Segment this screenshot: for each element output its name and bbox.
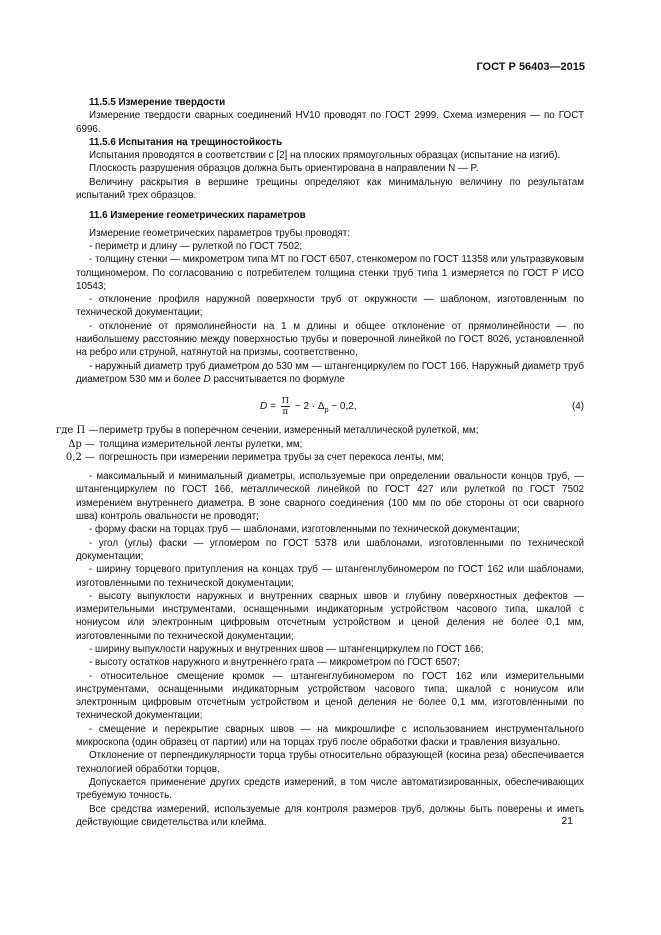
document-header: ГОСТ Р 56403—2015 [476,61,585,73]
formula-numerator: П [281,396,290,407]
formula-tail: − 0,2, [328,401,357,413]
paragraph: Плоскость разрушения образцов должна быть ориентирована в направлении N — P. [89,163,479,175]
list-item: - угол (углы) фаски — угломером по ГОСТ 5378 или шаблонами, изготовленными по технической документации; [76,537,584,562]
paragraph: Допускается применение других средств измерений, в том числе автоматизированных, обеспечивающих требуемую точность. [76,776,584,802]
formula-fraction [281,396,290,417]
formula-expression [260,396,357,417]
definition-row [68,438,584,451]
definition-text: периметр трубы в поперечном сечении, измеренный металлической рулеткой, мм; [99,425,479,437]
page-number: 21 [561,815,573,827]
document-body [56,96,584,829]
formula-lhs: D = [260,401,276,413]
paragraph: Испытания проводятся в соответствии с [2] на плоских прямоугольных образцах (испытание на изгиб). [89,150,561,162]
paragraph: Величину раскрытия в вершине трещины определяют как минимальную величину по результатам испытаний трех образцов. [76,176,584,202]
diameter-text-pre: - наружный диаметр труб диаметром до 530 мм — штангенциркулем по ГОСТ 166. Наружный диаметр труб диаметром 530 мм и более [76,360,584,385]
paragraph: Измерение геометрических параметров трубы проводят: [89,227,351,239]
formula-subscript: р [324,407,329,415]
section-heading-11-5-6: 11.5.6 Испытания на трещиностойкость [89,136,283,148]
section-heading-11-6: 11.6 Измерение геометрических параметров [89,210,306,222]
definition-symbol: 0,2 — [65,451,95,463]
list-item: - отклонение от прямолинейности на 1 м длины и общее отклонение от прямолинейности — по наибольшему расстоянию между поверхностью трубы и поверочной линейкой по ГОСТ 8026, установленной на ребро или струной, натянутой на призмы, соответственно, [76,320,584,359]
paragraph: Измерение твердости сварных соединений HV10 проводят по ГОСТ 2999. Схема измерения — по ГОСТ 6996. [76,110,584,135]
definition-row [56,424,584,437]
formula-rest: − 2 · Δ [294,401,325,413]
definition-text: толщина измерительной ленты рулетки, мм; [99,438,303,450]
formula-number: (4) [571,401,584,413]
list-item-diameter [76,360,584,387]
formula-denominator: π [282,407,289,418]
list-item: - относительное смещение кромок — штангенглубиномером по ГОСТ 162 или измерительными инструментами, оснащенными индикаторным устройством часового типа, шкалой с нониусом или электронным цифровым отсчетным устройством и ценой деления не более 0,1 мм, изготовленными по технической документации; [76,670,584,722]
formula-4 [76,390,584,420]
section-heading-11-5-5: 11.5.5 Измерение твердости [89,97,226,108]
list-item: - смещение и перекрытие сварных швов — на микрошлифе с использованием инструментального микроскопа (один образец от партии) или на торцах труб после обработки фаски и травления визуально. [76,723,584,749]
list-item: - высоту остатков наружного и внутреннего грата — микрометром по ГОСТ 6507; [89,657,460,669]
list-item: - отклонение профиля наружной поверхности труб от окружности — шаблоном, изготовленным по технической документации; [76,294,584,319]
diameter-text-post: рассчитывается по формуле [210,373,345,385]
definition-symbol: где П — [56,425,99,437]
formula-definitions [56,424,584,464]
list-item: - ширину торцевого притупления на концах труб — штангенглубиномером по ГОСТ 162 или шаблонами, изготовленными по технической документации; [76,564,584,589]
definition-symbol: Δр — [68,438,95,450]
list-item: - ширину выпуклости наружных и внутренних швов — штангенциркулем по ГОСТ 166; [89,643,484,655]
definition-row [65,451,584,464]
paragraph: Все средства измерений, используемые для контроля размеров труб, должны быть поверены и иметь действующие свидетельства или клейма. [76,803,584,828]
list-item: - высоту выпуклости наружных и внутренних сварных швов и глубину поверхностных дефектов — измерительными инструментами, оснащенными индикаторным устройством часового типа, шкалой с нониусом или электронным цифровым отсчетным устройством и ценой деления не более 0,1 мм, изготовленными по технической документации; [76,590,584,642]
list-item: - максимальный и минимальный диаметры, используемые при определении овальности концов труб, — штангенциркулем по ГОСТ 166, металлической линейкой по ГОСТ 427 или рулеткой по ГОСТ 7502 измерением внутреннего диаметра. В зоне сварного соединения (100 мм по обе стороны от оси сварного шва) контроль овальности не проводят; [76,471,584,523]
list-item: - толщину стенки — микрометром типа МТ по ГОСТ 6507, стенкомером по ГОСТ 11358 или ультразвуковым толщиномером. По согласованию с потребителем толщина стенки труб типа 1 измеряется по ГОСТ Р ИСО 10543; [76,254,584,292]
definition-text: погрешность при измерении периметра трубы за счет перекоса ленты, мм; [99,451,444,463]
list-item: - форму фаски на торцах труб — шаблонами, изготовленными по технической документации; [89,524,520,536]
diameter-variable: D [203,373,211,385]
paragraph: Отклонение от перпендикулярности торца трубы относительно образующей (косина реза) обеспечивается технологией обработки торцов. [76,750,584,775]
list-item: - периметр и длину — рулеткой по ГОСТ 7502; [89,240,303,252]
